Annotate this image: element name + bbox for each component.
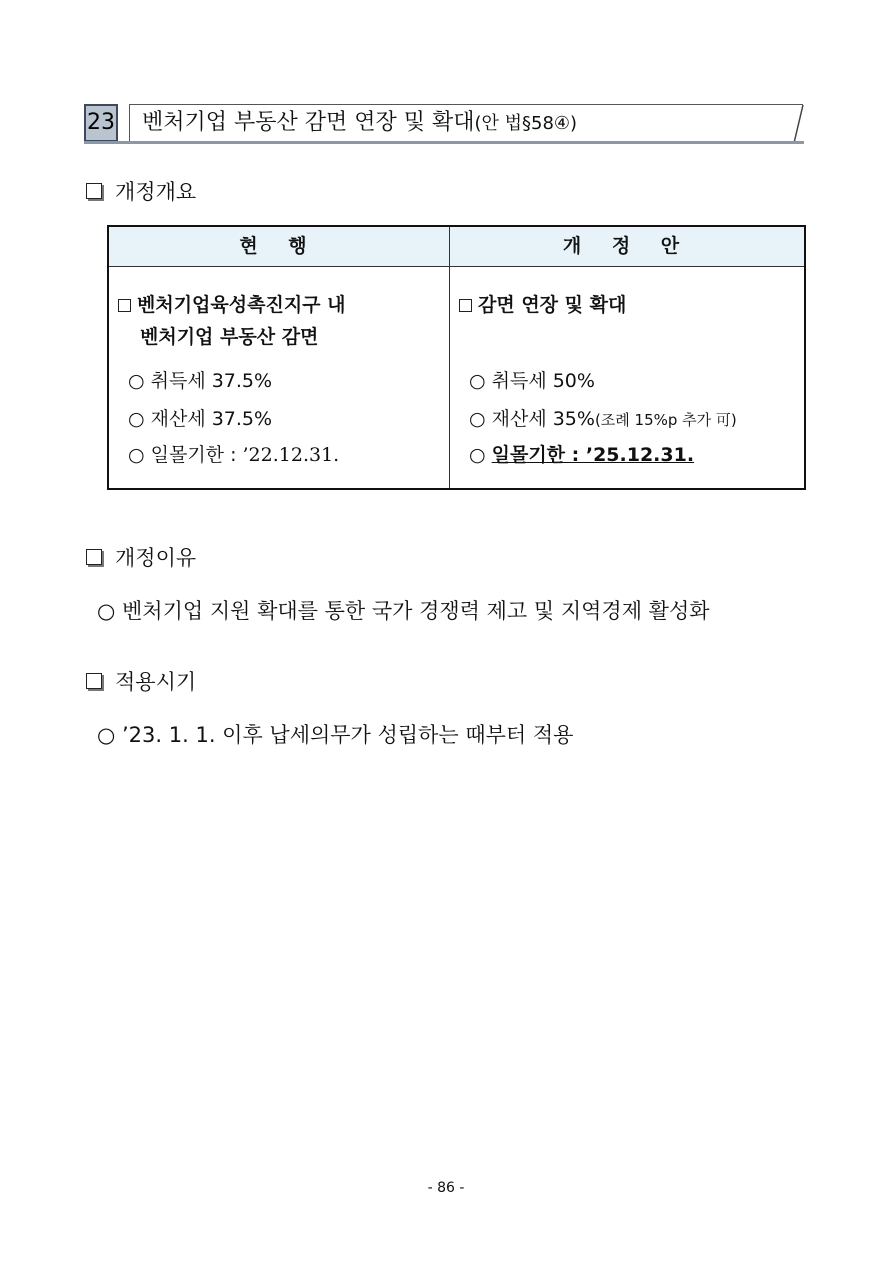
section-title (129, 104, 803, 142)
proposed-item-property-tax: ○ 재산세 35%(조례 15%p 추가 可) (469, 408, 737, 430)
header-proposed: 개 정 안 (562, 235, 692, 257)
section-title-text: 벤처기업 부동산 감면 연장 및 확대 (142, 110, 475, 135)
overview-heading-text: 개정개요 (115, 180, 197, 204)
checkbox-bullet-icon (86, 549, 102, 565)
title-slash-decoration (790, 104, 806, 144)
current-item-acquisition-tax: ○ 취득세 37.5% (128, 370, 273, 392)
reason-heading-text: 개정이유 (115, 546, 197, 570)
title-underline (84, 141, 804, 144)
section-number: 23 (84, 104, 118, 142)
current-item-property-tax: ○ 재산세 37.5% (128, 408, 273, 430)
proposed-heading: 감면 연장 및 확대 (459, 290, 626, 317)
square-bullet-icon (118, 299, 131, 312)
checkbox-bullet-icon (86, 673, 102, 689)
apply-text: ○ ’23. 1. 1. 이후 납세의무가 성립하는 때부터 적용 (97, 723, 574, 747)
square-bullet-icon (459, 299, 472, 312)
proposed-item-acquisition-tax: ○ 취득세 50% (469, 370, 595, 392)
overview-heading (86, 176, 196, 206)
section-title-sub: (안 법§58④) (474, 113, 578, 134)
current-item-sunset: ○ 일몰기한 : ’22.12.31. (128, 444, 340, 466)
current-heading-line2: 벤처기업 부동산 감면 (140, 326, 319, 348)
reason-heading (86, 542, 196, 572)
table-column-divider (449, 227, 450, 488)
current-heading-line1: 벤처기업육성촉진지구 내 (118, 290, 346, 317)
header-current: 현 행 (239, 235, 319, 257)
reason-text: ○ 벤처기업 지원 확대를 통한 국가 경쟁력 제고 및 지역경제 활성화 (97, 599, 710, 623)
checkbox-bullet-icon (86, 183, 102, 199)
page-number: - 86 - (427, 1180, 465, 1196)
apply-heading-text: 적용시기 (115, 670, 197, 694)
comparison-table (107, 225, 806, 490)
apply-heading (86, 666, 196, 696)
proposed-item-sunset: ○ 일몰기한 : ’25.12.31. (469, 444, 695, 466)
